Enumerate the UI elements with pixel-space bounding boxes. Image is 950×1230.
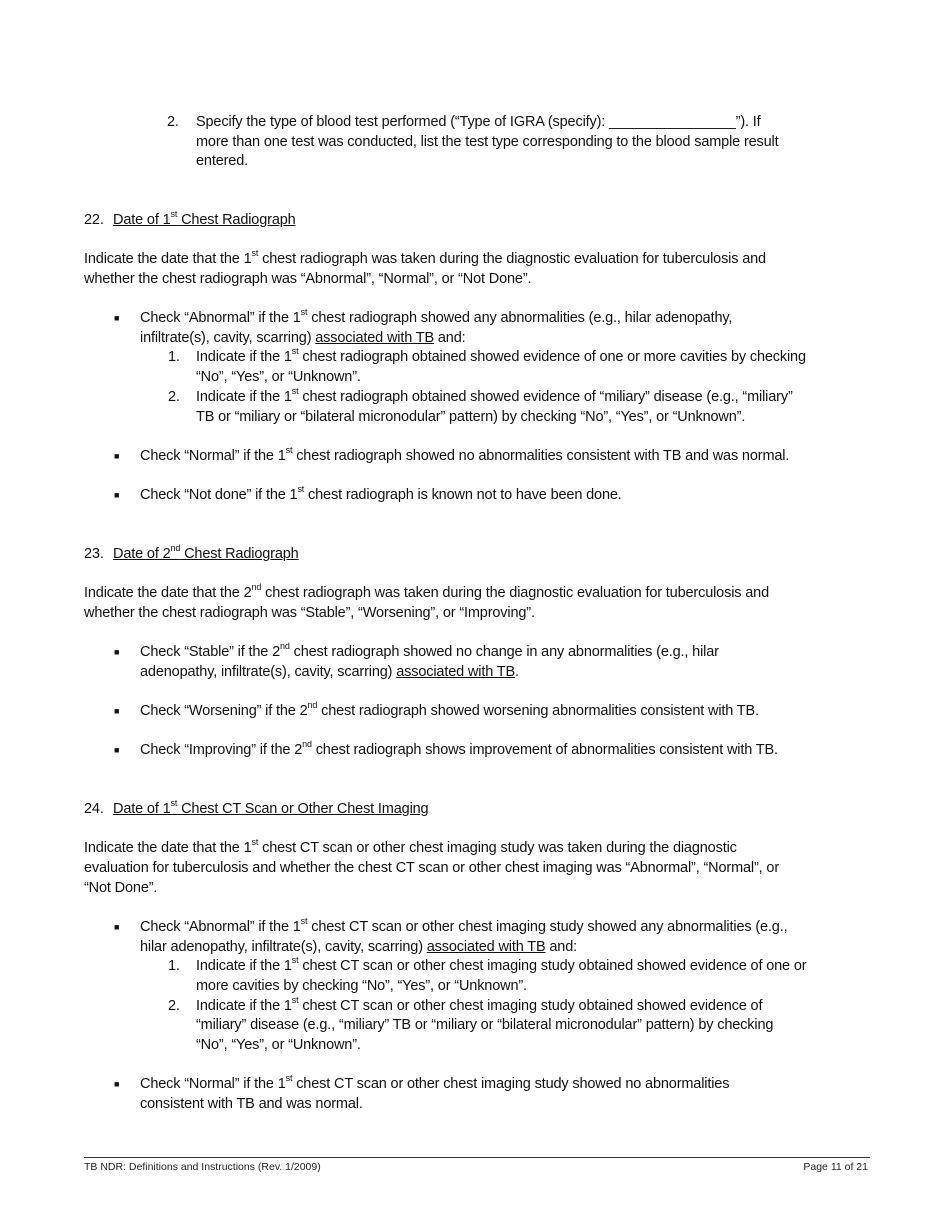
sub-item-line: Indicate if the 1st chest CT scan or other chest imaging study obtained showed evidence of one or <box>196 955 807 974</box>
section-number: 23. <box>84 546 104 562</box>
section-heading: Date of 1st Chest CT Scan or Other Chest Imaging <box>113 798 429 817</box>
bullet-icon: ■ <box>114 647 120 657</box>
bullet-icon: ■ <box>114 1079 120 1089</box>
footer-divider <box>84 1157 870 1158</box>
paragraph-line: Indicate the date that the 1st chest CT scan or other chest imaging study was taken during the diagnostic <box>84 837 737 856</box>
bullet-line: Check “Stable” if the 2nd chest radiograph showed no change in any abnormalities (e.g., hilar <box>140 641 719 660</box>
bullet-line: hilar adenopathy, infiltrate(s), cavity, scarring) associated with TB and: <box>140 939 577 955</box>
sub-item-line: more cavities by checking “No”, “Yes”, or “Unknown”. <box>196 978 527 994</box>
bullet-line: Check “Worsening” if the 2nd chest radiograph showed worsening abnormalities consistent with TB. <box>140 700 759 719</box>
bullet-line: Check “Improving” if the 2nd chest radiograph shows improvement of abnormalities consistent with TB. <box>140 739 778 758</box>
sub-item-line: “miliary” disease (e.g., “miliary” TB or “miliary or “bilateral micronodular” pattern) by checking <box>196 1017 774 1033</box>
list-number: 1. <box>168 958 180 974</box>
paragraph-line: Indicate the date that the 2nd chest radiograph was taken during the diagnostic evaluation for tuberculosis and <box>84 582 769 601</box>
bullet-line: Check “Abnormal” if the 1st chest CT scan or other chest imaging study showed any abnormalities (e.g., <box>140 916 788 935</box>
paragraph-line: “Not Done”. <box>84 880 158 896</box>
bullet-line: Check “Normal” if the 1st chest CT scan or other chest imaging study showed no abnormalities <box>140 1073 730 1092</box>
bullet-line: Check “Abnormal” if the 1st chest radiograph showed any abnormalities (e.g., hilar adenopathy, <box>140 307 733 326</box>
paragraph-line: more than one test was conducted, list the test type corresponding to the blood sample result <box>196 134 779 150</box>
section-number: 24. <box>84 801 104 817</box>
sub-item-line: TB or “miliary or “bilateral micronodular” pattern) by checking “No”, “Yes”, or “Unknown”. <box>196 409 746 425</box>
page-number: Page 11 of 21 <box>803 1161 868 1173</box>
paragraph-line: Specify the type of blood test performed (“Type of IGRA (specify): ________________”). If <box>196 114 761 130</box>
paragraph-line: entered. <box>196 153 249 169</box>
sub-item-line: “No”, “Yes”, or “Unknown”. <box>196 369 361 385</box>
paragraph-line: whether the chest radiograph was “Abnormal”, “Normal”, or “Not Done”. <box>84 271 532 287</box>
sub-item-line: “No”, “Yes”, or “Unknown”. <box>196 1037 361 1053</box>
bullet-line: adenopathy, infiltrate(s), cavity, scarring) associated with TB. <box>140 664 519 680</box>
footer-title: TB NDR: Definitions and Instructions (Rev. 1/2009) <box>84 1161 321 1173</box>
sub-item-line: Indicate if the 1st chest radiograph obtained showed evidence of one or more cavities by checking <box>196 346 806 365</box>
list-number: 2. <box>168 998 180 1014</box>
bullet-line: infiltrate(s), cavity, scarring) associated with TB and: <box>140 330 466 346</box>
bullet-line: Check “Normal” if the 1st chest radiograph showed no abnormalities consistent with TB and was normal. <box>140 445 790 464</box>
section-number: 22. <box>84 212 104 228</box>
paragraph-line: evaluation for tuberculosis and whether the chest CT scan or other chest imaging was “Abnormal”, “Normal”, or <box>84 860 780 876</box>
bullet-line: consistent with TB and was normal. <box>140 1096 363 1112</box>
sub-item-line: Indicate if the 1st chest radiograph obtained showed evidence of “miliary” disease (e.g., “miliary” <box>196 386 793 405</box>
list-number: 1. <box>168 349 180 365</box>
section-heading: Date of 2nd Chest Radiograph <box>113 543 299 562</box>
paragraph-line: Indicate the date that the 1st chest radiograph was taken during the diagnostic evaluation for tuberculosis and <box>84 248 766 267</box>
bullet-icon: ■ <box>114 706 120 716</box>
list-number: 2. <box>168 389 180 405</box>
bullet-icon: ■ <box>114 922 120 932</box>
section-heading: Date of 1st Chest Radiograph <box>113 209 296 228</box>
bullet-icon: ■ <box>114 745 120 755</box>
sub-item-line: Indicate if the 1st chest CT scan or other chest imaging study obtained showed evidence of <box>196 995 763 1014</box>
list-number: 2. <box>167 114 179 130</box>
bullet-icon: ■ <box>114 490 120 500</box>
bullet-icon: ■ <box>114 313 120 323</box>
paragraph-line: whether the chest radiograph was “Stable”, “Worsening”, or “Improving”. <box>84 605 535 621</box>
bullet-icon: ■ <box>114 451 120 461</box>
bullet-line: Check “Not done” if the 1st chest radiograph is known not to have been done. <box>140 484 622 503</box>
